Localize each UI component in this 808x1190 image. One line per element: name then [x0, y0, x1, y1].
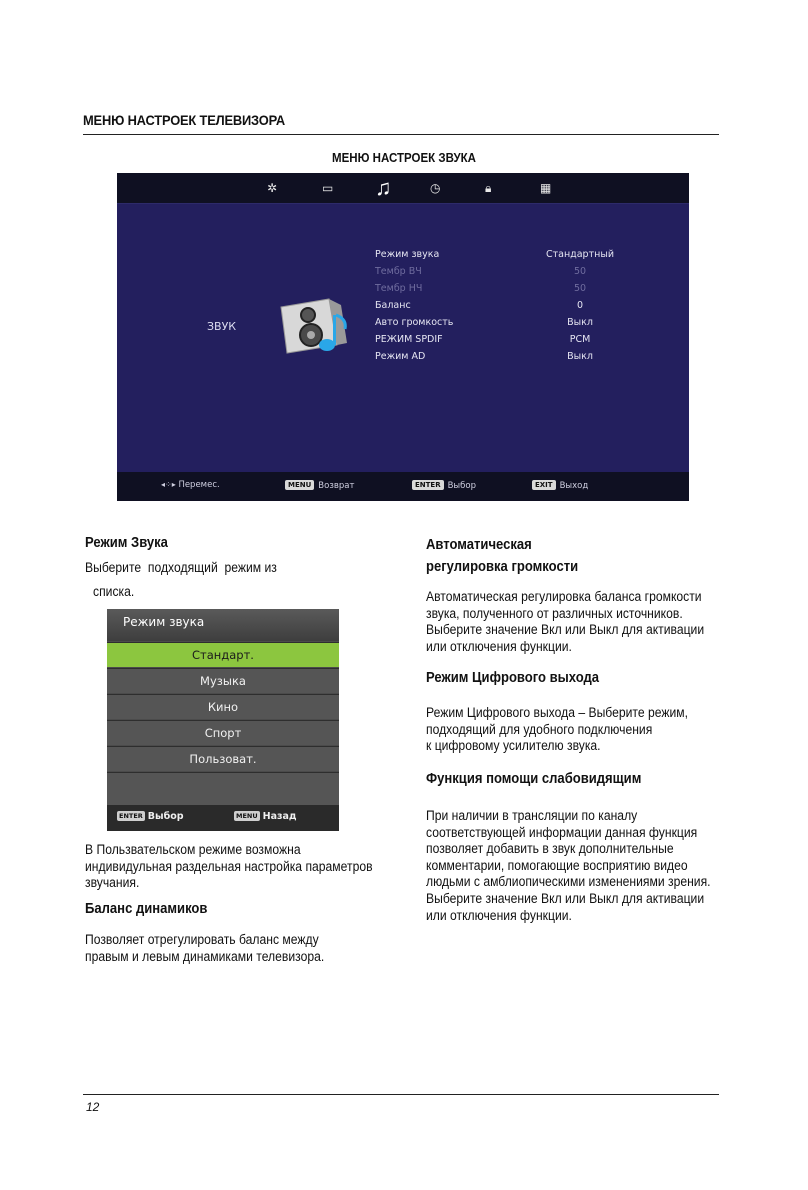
tv-menu-top-bar	[117, 173, 689, 204]
popup-enter-hint: ENTER Выбор	[119, 811, 184, 822]
tv-menu-row-value: 50	[573, 266, 587, 277]
popup-empty-row	[107, 772, 339, 805]
sound-mode-heading: Режим Звука	[85, 535, 168, 551]
popup-header	[107, 609, 339, 641]
popup-option[interactable]: Спорт	[107, 720, 339, 745]
balance-text: Позволяет отрегулировать баланс между правым и левым динамиками телевизора.	[85, 932, 325, 964]
footer-move-hint: ◂⁘▸ Перемес.	[161, 480, 220, 490]
tv-menu-footer	[117, 472, 689, 501]
footer-menu-hint: MENU Возврат	[285, 480, 354, 491]
popup-option[interactable]: Музыка	[107, 668, 339, 693]
monitor-icon: ▭	[322, 181, 334, 195]
popup-option[interactable]: Стандарт.	[107, 642, 339, 667]
tv-menu-row-label: Режим звука	[375, 249, 440, 260]
footer-rule	[83, 1094, 719, 1095]
arrows-icon: ◂⁘▸	[161, 480, 176, 489]
tv-menu-row-value: PCM	[569, 334, 591, 345]
avl-heading-line1: Автоматическая	[426, 537, 532, 553]
sound-mode-text-line1: Выберите подходящий режим из	[85, 560, 277, 575]
lock-icon: 🔒︎	[485, 181, 492, 195]
tv-menu-row-label: РЕЖИМ SPDIF	[375, 334, 443, 345]
popup-menu-hint: MENU Назад	[236, 811, 297, 822]
popup-footer	[107, 805, 339, 831]
speaker-icon	[275, 293, 353, 357]
tv-menu-row-label: Режим AD	[375, 351, 426, 362]
tv-menu-row-label: Баланс	[375, 300, 411, 311]
tv-menu-row[interactable]	[375, 266, 665, 283]
tv-menu-row-value: Выкл	[567, 351, 593, 362]
section-title: МЕНЮ НАСТРОЕК ЗВУКА	[332, 151, 476, 165]
page-number: 12	[86, 1100, 100, 1114]
tv-menu-row[interactable]	[375, 334, 665, 351]
tv-menu-row-label: Тембр ВЧ	[375, 266, 422, 277]
tv-menu-row[interactable]	[375, 283, 665, 300]
tv-menu-row[interactable]	[375, 317, 665, 334]
tv-menu-row-label: Тембр НЧ	[375, 283, 423, 294]
page-header-title: МЕНЮ НАСТРОЕК ТЕЛЕВИЗОРА	[83, 112, 285, 128]
balance-heading: Баланс динамиков	[85, 901, 208, 917]
grid-icon: ▦	[540, 181, 552, 195]
tv-menu-row[interactable]	[375, 300, 665, 317]
popup-option[interactable]: Кино	[107, 694, 339, 719]
gear-icon: ✲	[267, 181, 278, 195]
digital-out-heading: Режим Цифрового выхода	[426, 670, 600, 686]
audio-description-text: При наличии в трансляции по каналу соответствующей информации данная функция позволяет добавить в звук дополнительные комментарии, помогающие восприятию видео людьми с амблиопическими изменениями зрения. Выберите значение Вкл или Выкл для активации или отключения функции.	[426, 808, 711, 923]
tv-menu-row-value: Выкл	[567, 317, 593, 328]
footer-exit-hint: EXIT Выход	[532, 480, 588, 491]
footer-enter-hint: ENTER Выбор	[412, 480, 476, 491]
tv-menu-row-value: 50	[573, 283, 587, 294]
avl-heading-line2: регулировка громкости	[426, 559, 579, 575]
clock-icon: ◷	[430, 181, 441, 195]
tv-menu-row-value: Стандартный	[545, 249, 615, 260]
sound-mode-popup	[107, 609, 339, 831]
tv-menu-row-value: 0	[576, 300, 584, 311]
sound-mode-text-line2: списка.	[93, 584, 135, 599]
tv-category-label: ЗВУК	[207, 320, 237, 333]
digital-out-text: Режим Цифрового выхода – Выберите режим, подходящий для удобного подключения к цифровому усилителю звука.	[426, 705, 689, 754]
tv-sound-menu-screenshot	[117, 173, 689, 501]
music-note-icon: ♫	[375, 175, 392, 200]
tv-menu-row[interactable]	[375, 351, 665, 368]
popup-option[interactable]: Пользоват.	[107, 746, 339, 771]
tv-menu-row[interactable]	[375, 249, 665, 266]
avl-text: Автоматическая регулировка баланса громкости звука, полученного от различных источников. Выберите значение Вкл или Выкл для активации или отключения функции.	[426, 589, 705, 654]
user-mode-text: В Пользвательском режиме возможна индивидульная раздельная настройка параметров звучания.	[85, 842, 373, 891]
popup-title: Режим звука	[123, 615, 205, 629]
audio-description-heading: Функция помощи слабовидящим	[426, 771, 642, 787]
header-rule	[83, 134, 719, 135]
tv-menu-row-label: Авто громкость	[375, 317, 454, 328]
